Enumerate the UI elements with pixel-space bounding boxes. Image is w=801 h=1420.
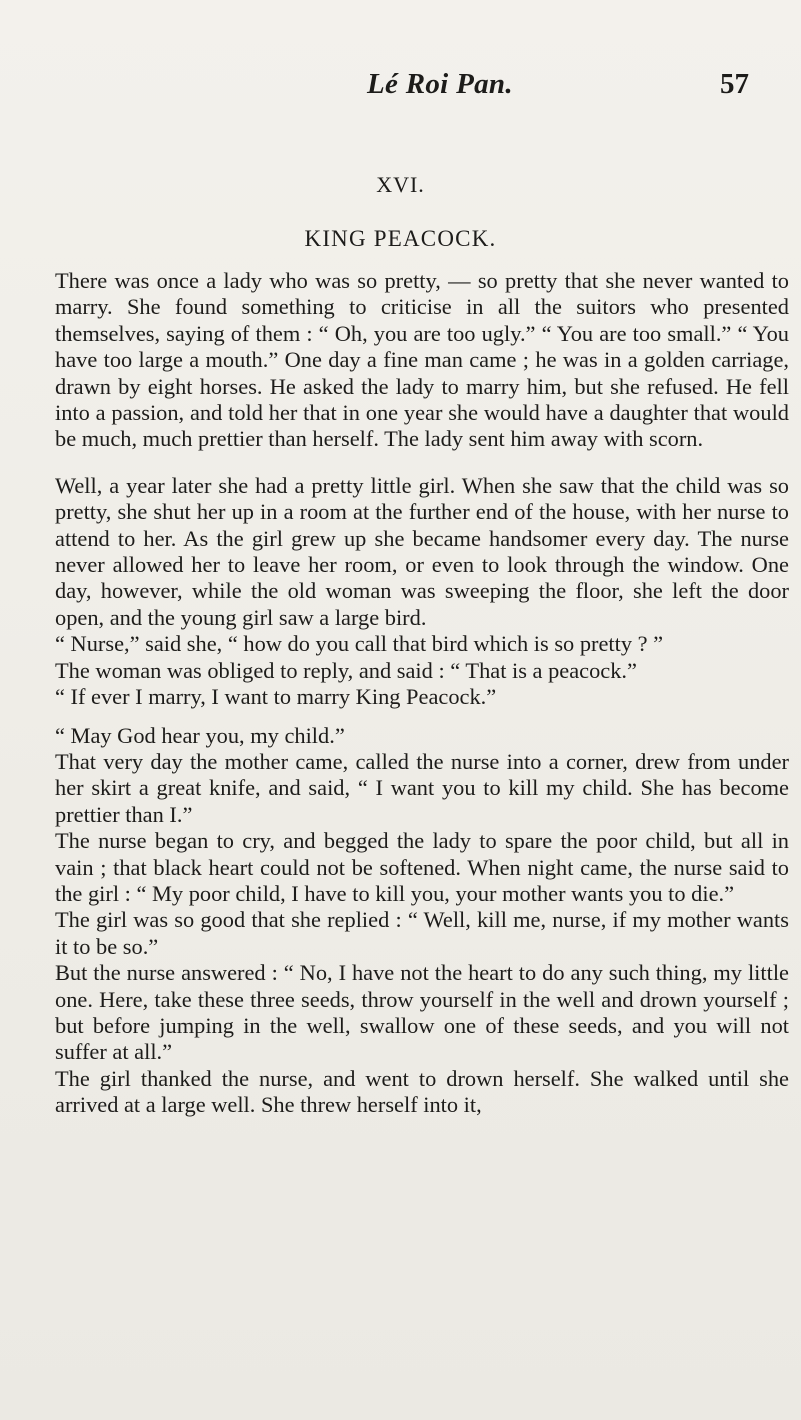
body-text: [55, 268, 789, 1119]
paragraph: The woman was obliged to reply, and said : “ That is a peacock.”: [55, 657, 637, 683]
paragraph: “ May God hear you, my child.”: [55, 722, 345, 748]
paragraph: The girl was so good that she replied : “ Well, kill me, nurse, if my mother wants it to be so.”: [55, 907, 789, 959]
chapter-title: KING PEACOCK.: [304, 226, 497, 251]
paragraph: But the nurse answered : “ No, I have not the heart to do any such thing, my little one. Here, take these three seeds, throw yourself in the well and drown yourself ; but before jumping in the well, swallow one of these seeds, and you will not suffer at all.”: [55, 960, 789, 1065]
paragraph: The nurse began to cry, and begged the lady to spare the poor child, but all in vain ; that black heart could not be softened. When night came, the nurse said to the girl : “ My poor child, I have to kill you, your mother wants you to die.”: [55, 828, 789, 906]
paragraph: There was once a lady who was so pretty, — so pretty that she never wanted to marry. She found something to criticise in all the suitors who presented themselves, saying of them : “ Oh, you are too ugly.” “ You are too small.” “ You have too large a mouth.” One day a fine man came ; he was in a golden carriage, drawn by eight horses. He asked the lady to marry him, but she refused. He fell into a passion, and told her that in one year she would have a daughter that would be much, much prettier than herself. The lady sent him away with scorn.: [55, 268, 789, 452]
page-number: 57: [720, 68, 749, 100]
running-title: Lé Roi Pan.: [367, 68, 513, 100]
paragraph: Well, a year later she had a pretty little girl. When she saw that the child was so pretty, she shut her up in a room at the further end of the house, with her nurse to attend to her. As the girl grew up she became handsomer every day. The nurse never allowed her to leave her room, or even to look through the window. One day, however, while the old woman was sweeping the floor, she left the door open, and the young girl saw a large bird.: [55, 472, 789, 630]
running-header: [0, 68, 801, 108]
paragraph: The girl thanked the nurse, and went to drown herself. She walked until she arrived at a large well. She threw herself into it,: [55, 1065, 789, 1118]
paragraph: “ If ever I marry, I want to marry King Peacock.”: [55, 684, 497, 710]
paragraph: “ Nurse,” said she, “ how do you call that bird which is so pretty ? ”: [55, 631, 664, 657]
paragraph: That very day the mother came, called the nurse into a corner, drew from under her skirt a great knife, and said, “ I want you to kill my child. She has become prettier than I.”: [55, 748, 789, 827]
chapter-number: XVI.: [376, 172, 425, 197]
